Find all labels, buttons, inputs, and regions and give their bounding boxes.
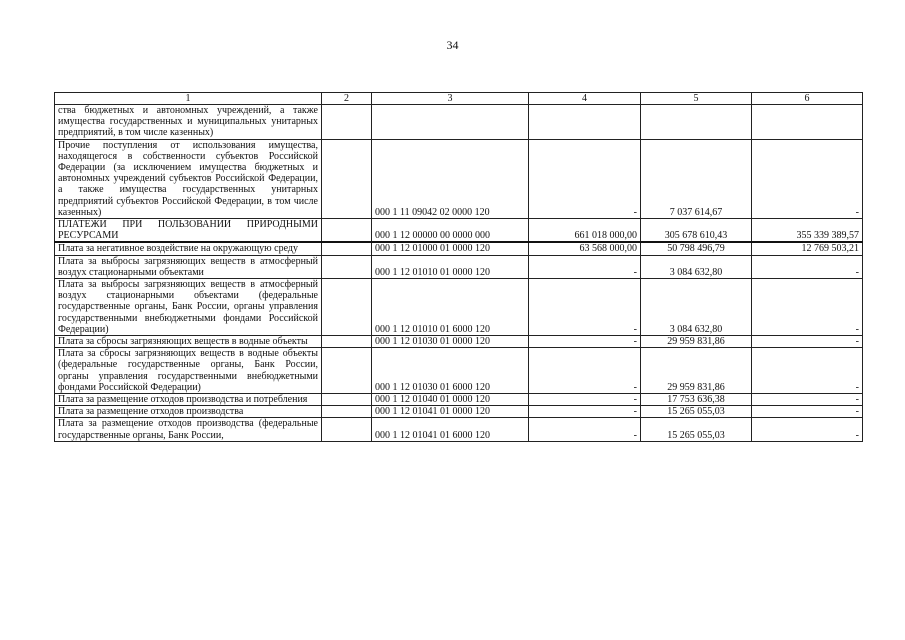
row-col2	[322, 255, 372, 278]
row-diff: -	[752, 418, 863, 441]
row-diff: -	[752, 348, 863, 394]
row-actual: 29 959 831,86	[641, 348, 752, 394]
row-name: Плата за сбросы загрязняющих веществ в водные объекты (федеральные государственные органы, Банк России, органы управления государственными внебюджетными фондами Российской Федерации)	[55, 348, 322, 394]
row-code: 000 1 12 01010 01 6000 120	[372, 279, 529, 336]
row-code: 000 1 12 01010 01 0000 120	[372, 255, 529, 278]
row-plan: -	[529, 255, 641, 278]
row-col2	[322, 394, 372, 406]
row-diff: 12 769 503,21	[752, 242, 863, 255]
table-row	[55, 105, 863, 140]
row-col2	[322, 219, 372, 243]
column-header: 5	[641, 93, 752, 105]
column-header: 2	[322, 93, 372, 105]
row-name: Плата за сбросы загрязняющих веществ в водные объекты	[55, 336, 322, 348]
row-plan: 661 018 000,00	[529, 219, 641, 243]
table-row	[55, 348, 863, 394]
row-plan: -	[529, 139, 641, 218]
row-code	[372, 105, 529, 140]
row-actual: 17 753 636,38	[641, 394, 752, 406]
row-actual: 3 084 632,80	[641, 255, 752, 278]
column-header: 4	[529, 93, 641, 105]
row-col2	[322, 279, 372, 336]
row-plan: -	[529, 336, 641, 348]
row-name: Плата за выбросы загрязняющих веществ в атмосферный воздух стационарными объектами (федеральные государственные органы, Банк России, органы управления государственными внебюджетными фондами Российской Федерации)	[55, 279, 322, 336]
row-plan	[529, 105, 641, 140]
row-plan: 63 568 000,00	[529, 242, 641, 255]
page-number: 34	[446, 38, 459, 52]
row-code: 000 1 12 01041 01 6000 120	[372, 418, 529, 441]
table-row	[55, 394, 863, 406]
row-plan: -	[529, 394, 641, 406]
budget-revenue-table	[54, 92, 863, 442]
row-diff: -	[752, 336, 863, 348]
column-header: 1	[55, 93, 322, 105]
table-row	[55, 139, 863, 218]
row-name: Плата за размещение отходов производства и потребления	[55, 394, 322, 406]
row-actual: 15 265 055,03	[641, 418, 752, 441]
table-row	[55, 406, 863, 418]
table-row	[55, 279, 863, 336]
row-col2	[322, 139, 372, 218]
row-code: 000 1 12 01030 01 0000 120	[372, 336, 529, 348]
row-name: Прочие поступления от использования имущества, находящегося в собственности субъектов Российской Федерации (за исключением имущества бюджетных и автономных учреждений субъектов Российской Федерации, а также имущества государственных унитарных предприятий субъектов Российской Федерации, в том числе казенных)	[55, 139, 322, 218]
row-name: ства бюджетных и автономных учреждений, а также имущества государственных и муниципальных унитарных предприятий, в том числе казенных)	[55, 105, 322, 140]
row-name: Плата за размещение отходов производства	[55, 406, 322, 418]
row-diff: -	[752, 255, 863, 278]
table-row	[55, 242, 863, 255]
row-actual	[641, 105, 752, 140]
row-col2	[322, 336, 372, 348]
row-plan: -	[529, 406, 641, 418]
row-diff: 355 339 389,57	[752, 219, 863, 243]
row-col2	[322, 105, 372, 140]
table-header-row	[55, 93, 863, 105]
row-code: 000 1 12 00000 00 0000 000	[372, 219, 529, 243]
row-plan: -	[529, 348, 641, 394]
row-code: 000 1 12 01030 01 6000 120	[372, 348, 529, 394]
row-name: Плата за размещение отходов производства (федеральные государственные органы, Банк России,	[55, 418, 322, 441]
row-diff	[752, 105, 863, 140]
row-diff: -	[752, 394, 863, 406]
row-code: 000 1 12 01000 01 0000 120	[372, 242, 529, 255]
row-plan: -	[529, 418, 641, 441]
column-header: 3	[372, 93, 529, 105]
table-row	[55, 336, 863, 348]
table-row	[55, 219, 863, 243]
row-actual: 15 265 055,03	[641, 406, 752, 418]
row-actual: 7 037 614,67	[641, 139, 752, 218]
row-diff: -	[752, 279, 863, 336]
row-code: 000 1 11 09042 02 0000 120	[372, 139, 529, 218]
row-code: 000 1 12 01041 01 0000 120	[372, 406, 529, 418]
table-row	[55, 418, 863, 441]
row-plan: -	[529, 279, 641, 336]
row-actual: 305 678 610,43	[641, 219, 752, 243]
row-col2	[322, 418, 372, 441]
row-col2	[322, 406, 372, 418]
table-row	[55, 255, 863, 278]
row-diff: -	[752, 406, 863, 418]
row-name: ПЛАТЕЖИ ПРИ ПОЛЬЗОВАНИИ ПРИРОДНЫМИ РЕСУРСАМИ	[55, 219, 322, 243]
row-name: Плата за негативное воздействие на окружающую среду	[55, 242, 322, 255]
row-diff: -	[752, 139, 863, 218]
row-actual: 3 084 632,80	[641, 279, 752, 336]
row-code: 000 1 12 01040 01 0000 120	[372, 394, 529, 406]
row-name: Плата за выбросы загрязняющих веществ в атмосферный воздух стационарными объектами	[55, 255, 322, 278]
row-actual: 29 959 831,86	[641, 336, 752, 348]
column-header: 6	[752, 93, 863, 105]
row-actual: 50 798 496,79	[641, 242, 752, 255]
row-col2	[322, 348, 372, 394]
row-col2	[322, 242, 372, 255]
